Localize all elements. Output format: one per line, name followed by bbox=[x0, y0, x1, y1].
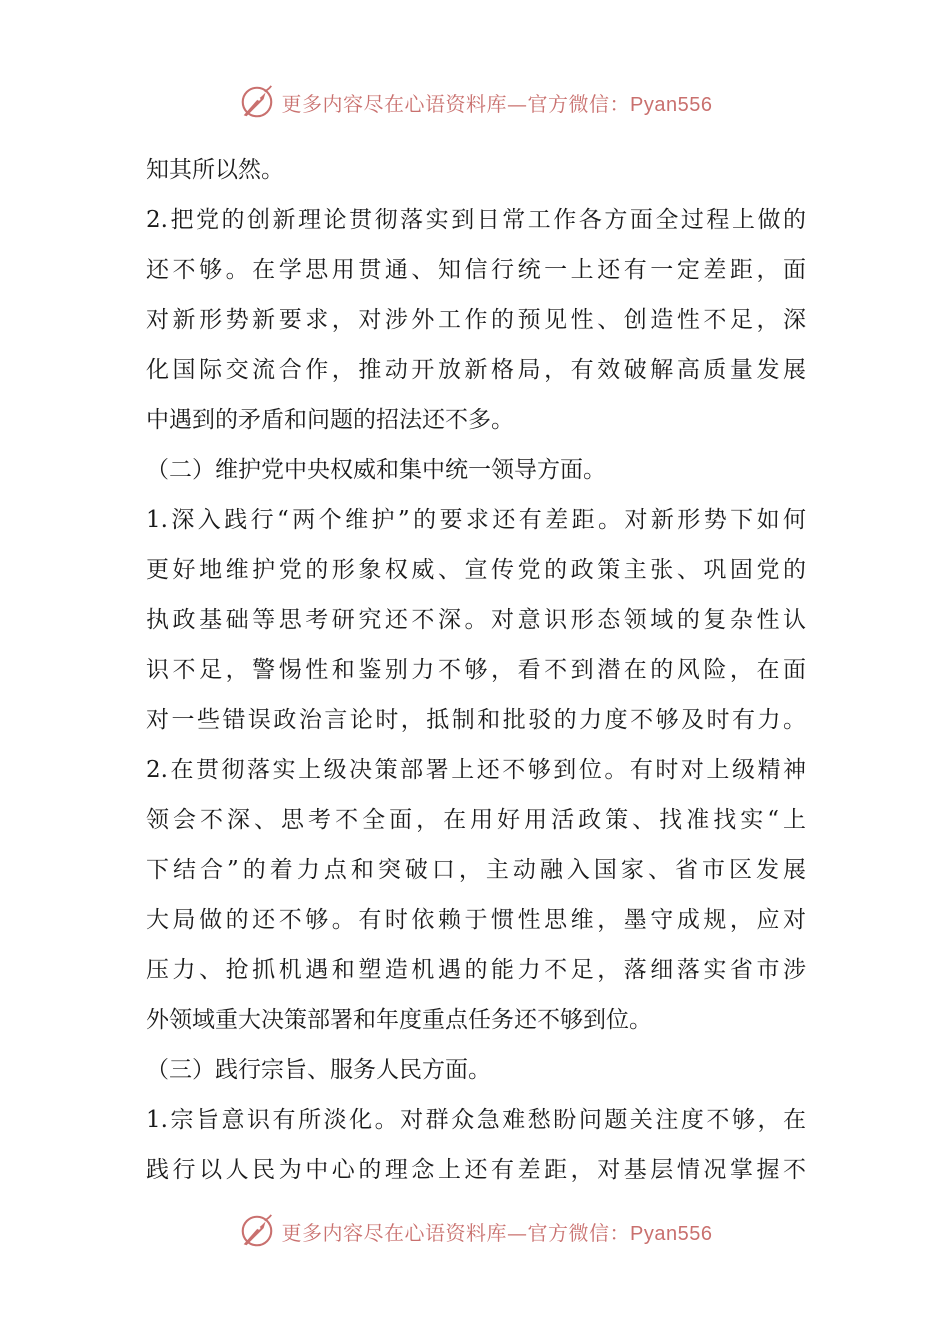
text-line: 还不够。在学思用贯通、知信行统一上还有一定差距，面 bbox=[146, 257, 806, 283]
text-line: 执政基础等思考研究还不深。对意识形态领域的复杂性认 bbox=[146, 607, 806, 633]
text-line: 化国际交流合作，推动开放新格局，有效破解高质量发展 bbox=[146, 357, 806, 383]
text-line: 更好地维护党的形象权威、宣传党的政策主张、巩固党的 bbox=[146, 557, 806, 583]
text-line: 知其所以然。 bbox=[146, 157, 284, 183]
text-line: 2.在贯彻落实上级决策部署上还不够到位。有时对上级精神 bbox=[146, 757, 806, 783]
text-line: 压力、抢抓机遇和塑造机遇的能力不足，落细落实省市涉 bbox=[146, 957, 806, 983]
pen-nib-icon bbox=[238, 83, 276, 121]
text-line: 对新形势新要求，对涉外工作的预见性、创造性不足，深 bbox=[146, 307, 806, 333]
watermark-text: 更多内容尽在心语资料库—官方微信：Pyan556 bbox=[281, 1220, 713, 1245]
text-line: 2.把党的创新理论贯彻落实到日常工作各方面全过程上做的 bbox=[146, 207, 806, 233]
text-line: 践行以人民为中心的理念上还有差距，对基层情况掌握不 bbox=[146, 1157, 806, 1183]
text-line: 大局做的还不够。有时依赖于惯性思维，墨守成规，应对 bbox=[146, 907, 806, 933]
text-line: （三）践行宗旨、服务人民方面。 bbox=[146, 1057, 491, 1083]
text-line: 外领域重大决策部署和年度重点任务还不够到位。 bbox=[146, 1007, 652, 1033]
watermark-wechat-id: Pyan556 bbox=[630, 1222, 713, 1245]
header-watermark bbox=[0, 80, 950, 124]
text-line: 下结合”的着力点和突破口，主动融入国家、省市区发展 bbox=[146, 857, 806, 883]
watermark-wechat-id: Pyan556 bbox=[630, 93, 713, 116]
text-line: （二）维护党中央权威和集中统一领导方面。 bbox=[146, 457, 606, 483]
text-line: 1.深入践行“两个维护”的要求还有差距。对新形势下如何 bbox=[146, 507, 806, 533]
pen-nib-icon bbox=[238, 1212, 276, 1250]
footer-watermark bbox=[0, 1209, 950, 1253]
text-line: 领会不深、思考不全面，在用好用活政策、找准找实“上 bbox=[146, 807, 806, 833]
text-line: 对一些错误政治言论时，抵制和批驳的力度不够及时有力。 bbox=[146, 707, 806, 733]
watermark-text: 更多内容尽在心语资料库—官方微信：Pyan556 bbox=[281, 91, 713, 116]
text-line: 中遇到的矛盾和问题的招法还不多。 bbox=[146, 407, 514, 433]
text-line: 1.宗旨意识有所淡化。对群众急难愁盼问题关注度不够，在 bbox=[146, 1107, 806, 1133]
text-line: 识不足，警惕性和鉴别力不够，看不到潜在的风险，在面 bbox=[146, 657, 806, 683]
document-body bbox=[146, 145, 806, 1195]
